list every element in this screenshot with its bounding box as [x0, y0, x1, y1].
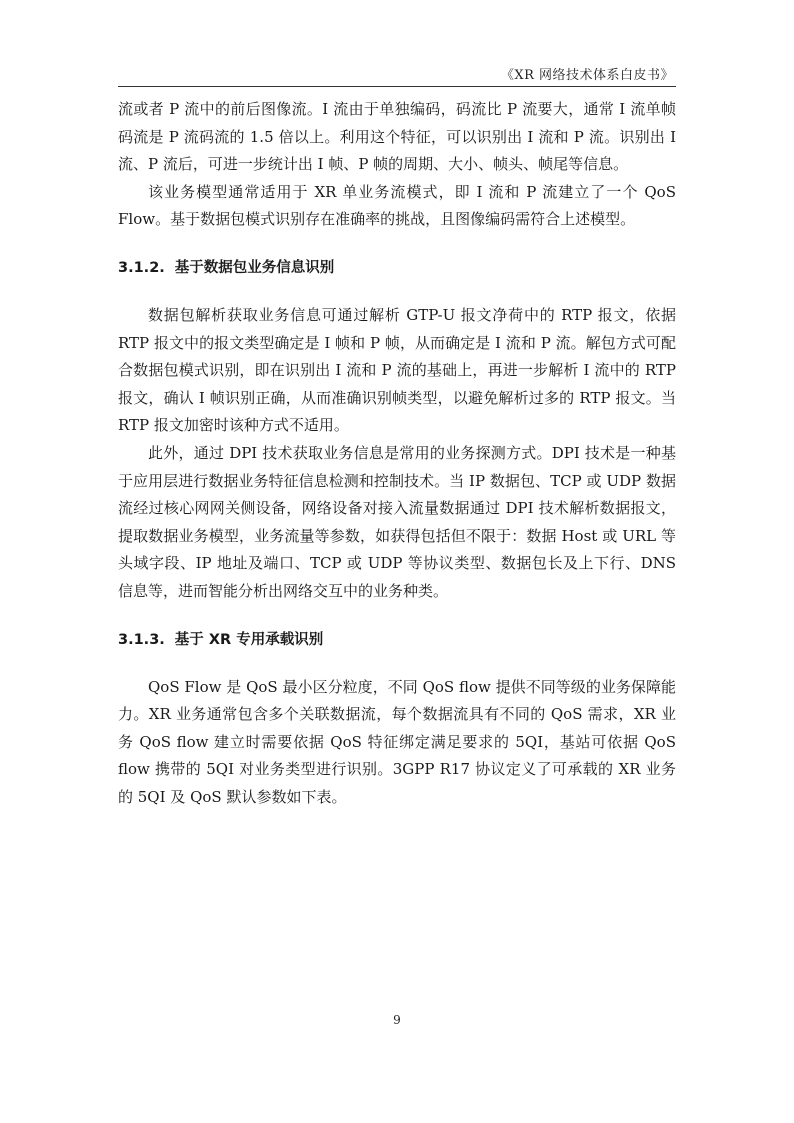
- page-body: [118, 96, 676, 811]
- section-title: 基于 XR 专用承载识别: [174, 631, 324, 648]
- header-divider: [118, 86, 676, 87]
- section-number: 3.1.2.: [118, 259, 165, 276]
- paragraph-model-applicability: 该业务模型通常适用于 XR 单业务流模式，即 I 流和 P 流建立了一个 QoS Flow。基于数据包模式识别存在准确率的挑战，且图像编码需符合上述模型。: [118, 182, 676, 229]
- paragraph-packet-parsing: 数据包解析获取业务信息可通过解析 GTP-U 报文净荷中的 RTP 报文，依据 RTP 报文中的报文类型确定是 I 帧和 P 帧，从而确定是 I 流和 P 流。解包方式可配合数据包模式识别，即在识别出 I 流和 P 流的基础上，再进一步解析 I 流中的 RTP 报文，确认 I 帧识别正确，从而准确识别帧类型，以避免解析过多的 RTP 报文。当 RTP 报文加密时该种方式不适用。: [118, 305, 676, 435]
- section-title: 基于数据包业务信息识别: [174, 259, 335, 276]
- paragraph-dpi: 此外，通过 DPI 技术获取业务信息是常用的业务探测方式。DPI 技术是一种基于应用层进行数据业务特征信息检测和控制技术。当 IP 数据包、TCP 或 UDP 数据流经过核心网网关侧设备，网络设备对接入流量数据通过 DPI 技术解析数据报文，提取数据业务模型，业务流量等参数，如获得包括但不限于：数据 Host 或 URL 等头域字段、IP 地址及端口、TCP 或 UDP 等协议类型、数据包长及上下行、DNS 信息等，进而智能分析出网络交互中的业务种类。: [118, 443, 676, 600]
- section-heading-3-1-3: [118, 628, 676, 652]
- paragraph-continued: 流或者 P 流中的前后图像流。I 流由于单独编码，码流比 P 流要大，通常 I 流单帧码流是 P 流码流的 1.5 倍以上。利用这个特征，可以识别出 I 流和 P 流。识别出 I 流、P 流后，可进一步统计出 I 帧、P 帧的周期、大小、帧头、帧尾等信息。: [118, 100, 676, 174]
- section-number: 3.1.3.: [118, 631, 165, 648]
- section-heading-3-1-2: [118, 256, 676, 280]
- running-header-title: 《XR 网络技术体系白皮书》: [500, 68, 674, 83]
- page-number: 9: [393, 1013, 401, 1027]
- paragraph-qos-flow: QoS Flow 是 QoS 最小区分粒度，不同 QoS flow 提供不同等级的业务保障能力。XR 业务通常包含多个关联数据流，每个数据流具有不同的 QoS 需求，XR 业务 QoS flow 建立时需要依据 QoS 特征绑定满足要求的 5QI，基站可依据 QoS flow 携带的 5QI 对业务类型进行识别。3GPP R17 协议定义了可承载的 XR 业务的 5QI 及 QoS 默认参数如下表。: [118, 677, 676, 806]
